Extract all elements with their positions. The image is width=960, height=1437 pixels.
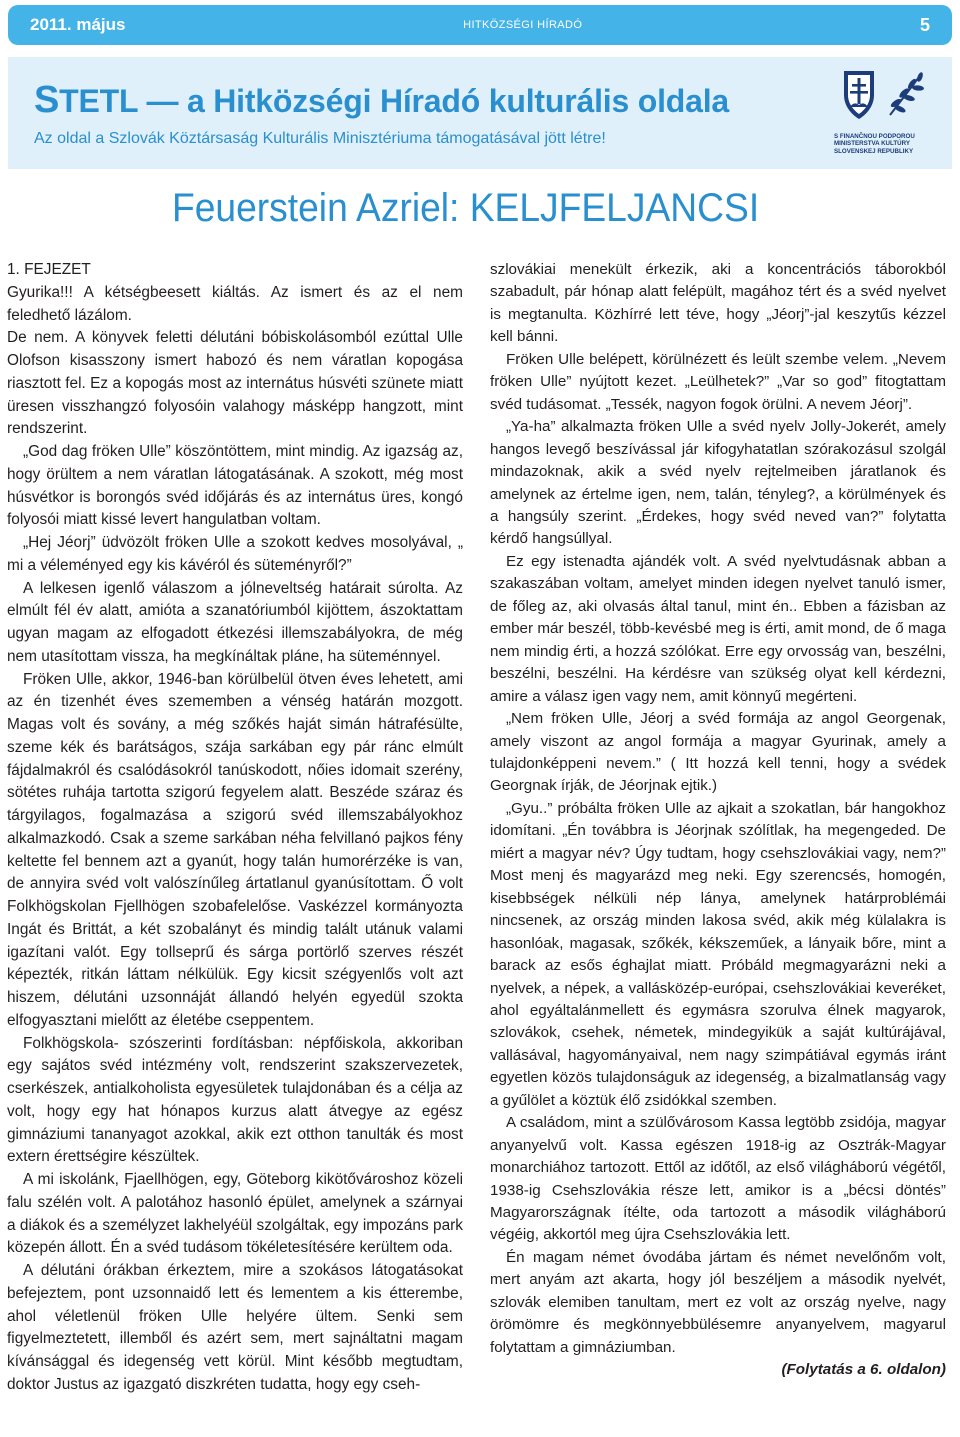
ministry-logo-text [834, 133, 936, 155]
paragraph: Ez egy istenadta ajándék volt. A svéd nyelvtudásnak abban a szakaszában voltam, amelyet minden idegen nyelvet tanuló ismer, de főleg az, aki olvasás által tanul, mint én.. Ebben a fázisban az ember már beszél, több-kevésbé meg is érti, amit mond, de ő maga nem mindig érti, a hozzá szólókat. Erre egy orvosság van, beszélni, beszélni, beszélni. Ha kérdésre van szükség olyat kell kérdezni, amire a válasz igen vagy nem, amit könnyű megérteni. [490, 552, 946, 705]
ministry-logo [834, 67, 936, 167]
stetl-banner [8, 57, 952, 169]
paragraph: A lelkesen igenlő válaszom a jólneveltség határait súrolta. Az elmúlt fél év alatt, amióta a szanatóriumból kijöttem, ászoktattam ugyan magam az elfogadott étkezési illemszabályokra, de még nem utasítottam vissza, ha megkínáltak pláne, ha süteménnyel. [7, 579, 463, 665]
banner-title [34, 79, 729, 122]
paragraph: szlovákiai menekült érkezik, aki a koncentrációs táborokból szabadult, pár hónap alatt felépült, magához tért és a svéd nyelvet is megtanulta. Közhírré lett téve, hogy „Jéorj”-jal keszytűs kézzel kell bánni. [490, 261, 946, 346]
logo-line: MINISTERSTVA KULTÚRY [834, 140, 910, 148]
banner-subtitle: Az oldal a Szlovák Köztársaság Kulturális Minisztériuma támogatásával jött létre! [34, 130, 606, 147]
paragraph: A mi iskolánk, Fjaellhögen, egy, Göteborg kikötővároshoz közeli falu szélén volt. A palotához hasonló épület, amelynek a szárnyai a diákok és a személyzet lakhelyéül szolgáltak, egy impozáns park közepén állott. Én a svéd tudásom tökéletesítésére kerültem oda. [7, 1171, 463, 1257]
paragraph: „Nem fröken Ulle, Jéorj a svéd formája az angol Georgenak, amely viszont az angol formája a magyar Gyurinak, amely a tulajdonképpeni nevem.” ( Itt hozzá kell tenni, hogy a svédek Georgnak írják, de Jéorjnak ejtik.) [490, 710, 946, 795]
issue-date: 2011. május [30, 15, 126, 34]
paragraph: A délutáni órákban érkeztem, mire a szokásos látogatásokat befejeztem, pont uzsonnaidő lett és lementem a kis étterembe, ahol véletlenül fröken Ulle helyére ültem. Senki sem figyelmeztetett, illemből és azért sem, mert sajnáltatni magam kívánsággal és idegenség vett körül. Mint később megtudtam, doktor Justus az igazgató diszkréten tudatta, hogy egy cseh- [7, 1262, 463, 1393]
paragraph: Én magam német óvodába jártam és német nevelőnőm volt, mert anyám azt akarta, hogy jól beszéljem a második nyelvét, szlovák elemiben tanultam, mert ez volt az ország nyelve, nagy örömömre és megkönnyebbülésemre anyanyelvem, magyarul folytattam a gimnáziumban. [490, 1248, 946, 1356]
publication-name: HITKÖZSÉGI HÍRADÓ [463, 19, 583, 31]
logo-line: S FINANČNOU PODPOROU [834, 133, 915, 140]
paragraph: „God dag fröken Ulle” köszöntöttem, mint mindig. Az igazság az, hogy örültem a nem váratlan látogatásának. A szokott, még most húsvétkor is borongós svéd időjárás és az internátus üres, kongó folyosói miatt kissé levert hangulatban voltam. [7, 443, 463, 529]
article-title: Feuerstein Azriel: KELJFELJANCSI [172, 186, 760, 230]
paragraph: Fröken Ulle, akkor, 1946-ban körülbelül ötven éves lehetett, ami az én tizenhét éves szememben a vénség határán mozgott. Magas volt és sovány, a még szőkés haját simán hátrafésülte, szeme kék és barátságos, szája sarkában egy pár ránc elmúlt fájdalmakról és csalódásokról tanúskodott, nőies idomait szerény, sötétes ruhája tartotta szigorú fegyelem alatt. Beszéde száraz és tárgyilagos, fogalmazása a szigorú svéd illemszabályokhoz alkalmazkodó. Csak a szeme sarkában néha felvillanó pajkos fény keltette fel bennem azt a gyanút, hogy talán humorérzéke is van, de annyira svéd volt valószínűleg ártatlanul gyanúsítottam. Ő volt Folkhögskolan Fjellhögen szobafelelőse. Vaskézzel kormányozta Ingát és Brittát, a két szobalányt és mindig talált utánuk valami igazítani valót. Egy tollseprű és sárga portörlő szerves részét képezték, ritkán láttam nélkülük. Egy kicsit szégyenlős volt azt hiszem, délutáni uzsonnáját állandó helyén egyedül szokta elfogyasztani mielőtt az életébe cseppentem. [7, 670, 463, 1029]
paragraph: „Gyu..” próbálta fröken Ulle az ajkait a szokatlan, bár hangokhoz idomítani. „Én továbbra is Jéorjnak szólítlak, ha megengeded. De miért a magyar név? Úgy tudtam, hogy csehszlovákiai vagy, nem?” Most menj és magyarázd meg neki. Egy szerencsés, homogén, kisebbségek nélküli nép lánya, amelynek határproblémái nincsenek, az ország minden lakosa svéd, akik még külalakra is hasonlóak, magasak, szőkék, kékszeműek, a lányaik bőre, mint a barack az esős éghajlat miatt. Próbáld megmagyarázni neki a nyelvek, a népek, a vallásközép-európai, csehszlovákiai keveréket, ahol egyáltalánmellett és egymásra szorulva élnek magyarok, szlovákok, csehek, németek, mindegyikük a saját kultúrájával, vallásával, hagyományaival, nem nagy szimpátiával egymás iránt egyetlen közös tulajdonságuk az idegenség, a bizalmatlanság vagy a gyűlölet a köztük élő zsidókkal szemben. [490, 799, 946, 1109]
paragraph: Folkhögskola- szószerinti fordításban: népfőiskola, akkoriban egy sajátos svéd intézmény volt, rendszerint szakszervezetek, cserkészek, antialkoholista egyesületek tulajdonában és a célja az volt, hogy egy hat hónapos kurzus alatt átvegye az egész gimnáziumi tananyagot azokkal, akik ezt otthon tanulták és most extern érettségire készültek. [7, 1034, 463, 1166]
paragraph: „Hej Jéorj” üdvözölt fröken Ulle a szokott kedves mosolyával, „ mi a véleményed egy kis kávéról és süteményről?” [7, 534, 463, 574]
banner-title-initial: S [34, 79, 60, 121]
chapter-heading: 1. FEJEZET [7, 261, 91, 278]
banner-title-rest: TETL — a Hitközségi Híradó kulturális oldala [59, 83, 730, 119]
paragraph: „Ya-ha” alkalmazta fröken Ulle a svéd nyelv Jolly-Jokerét, amely hangos levegő beszívással jár kifogyhatatlan szórakozásul szolgál mindazoknak, akik a svéd nyelv rejtelmeiben járatlanok és amelynek az értelme igen, nem, talán, tényleg?, a körülmények és a hangsúly szerint. „Érdekes, hogy svéd neved van?” folytatta kérdő hangsúllyal. [490, 418, 946, 548]
continuation-note[interactable]: (Folytatás a 6. oldalon) [781, 1361, 946, 1379]
paragraph: Fröken Ulle belépett, körülnézett és leült szembe velem. „Nevem fröken Ulle” nyújtott kezet. „Leülhetek?” „Var so god” fitogtattam svéd tudásomat. „Tessék, nagyon fogok örülni. A nevem Jéorj”. [490, 350, 946, 413]
paragraph: A családom, mint a szülővárosom Kassa legtöbb zsidója, magyar anyanyelvű volt. Kassa egészen 1918-ig az Osztrák-Magyar monarchiához tartozott. Ettől az időtől, az első világháború végétől, 1938-ig Csehszlovákia része lett, amikor is a „bécsi döntés” Magyarországnak ítélte, oda tartozott a második világháború végéig, akkortól meg újra Csehszlovákia lett. [490, 1114, 946, 1244]
paragraph: Gyurika!!! A kétségbeesett kiáltás. Az ismert és az el nem feledhető lázálom. [7, 283, 463, 324]
article-left-column [7, 259, 463, 1397]
paragraph: De nem. A könyvek feletti délutáni bóbiskolásomból ezúttal Ulle Olofson kisasszony ismert habozó és nem váratlan kopogása riasztott fel. Ez a kopogás most az internátus húsvéti szünete miatt üresen visszhangzó folyosóin valahogy másképp hangzott, mint rendszerint. [7, 329, 463, 438]
article-right-column [490, 259, 946, 1382]
page-number: 5 [919, 14, 930, 35]
slovak-coat-of-arms-icon [834, 67, 936, 131]
page-header-bar [8, 5, 952, 45]
logo-line: SLOVENSKEJ REPUBLIKY [834, 147, 914, 155]
